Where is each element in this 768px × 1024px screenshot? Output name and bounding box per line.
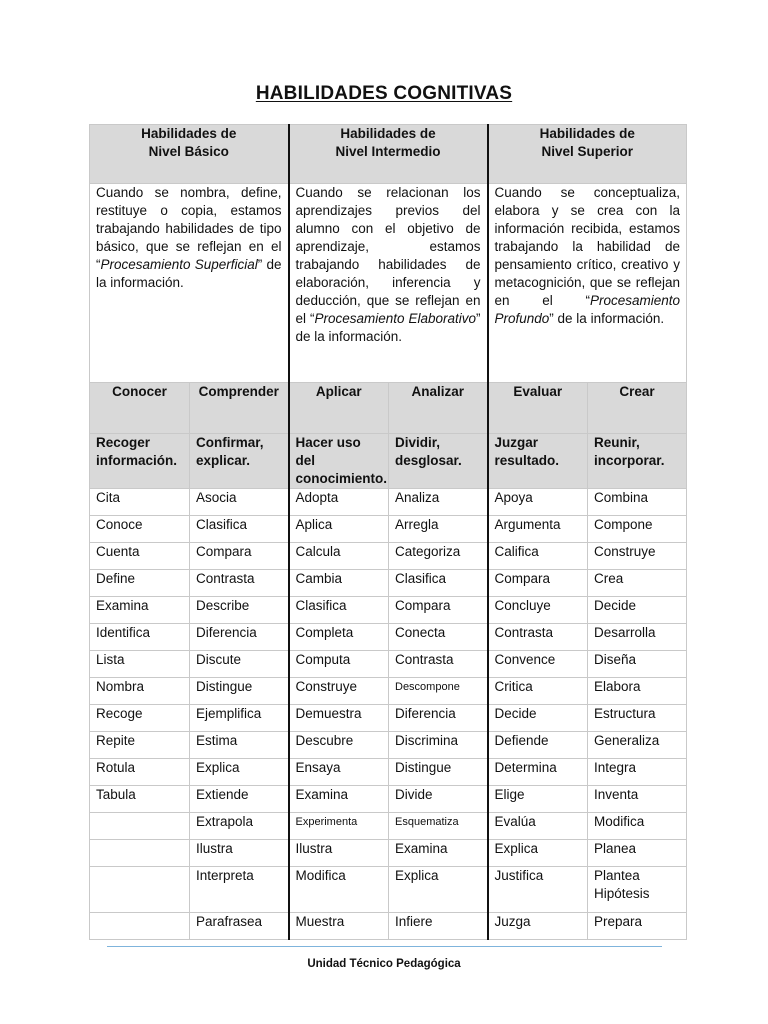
footer-text: Unidad Técnico Pedagógica xyxy=(307,958,461,970)
verb-cell: Diferencia xyxy=(190,624,289,651)
verb-cell: Juzga xyxy=(488,913,588,940)
verb-cell xyxy=(90,867,190,913)
verb-cell: Rotula xyxy=(90,759,190,786)
verb-cell: Categoriza xyxy=(389,543,488,570)
verb-cell: Clasifica xyxy=(190,516,289,543)
verb-cell: Distingue xyxy=(389,759,488,786)
verb-cell: Diseña xyxy=(588,651,687,678)
verb-cell: Parafrasea xyxy=(190,913,289,940)
verb-cell: Nombra xyxy=(90,678,190,705)
verb-cell: Cita xyxy=(90,489,190,516)
verb-cell: Contrasta xyxy=(488,624,588,651)
verb-cell: Adopta xyxy=(289,489,389,516)
verb-cell: Modifica xyxy=(588,813,687,840)
verb-cell: Convence xyxy=(488,651,588,678)
verb-category-header: Conocer xyxy=(90,383,190,434)
description-text: Cuando se nombra, define, restituye o copia, estamos trabajando habilidades de tipo básico, que se reflejan en el “ xyxy=(96,185,282,272)
verb-cell: Compone xyxy=(588,516,687,543)
verb-cell: Plantea Hipótesis xyxy=(588,867,687,913)
verb-category-description: Reunir, incorporar. xyxy=(588,434,687,489)
description-text: Cuando se conceptualiza, elabora y se crea con la información recibida, estamos trabajando la habilidad de pensamiento crítico, creativo y metacognición, que se reflejan en el “ xyxy=(494,185,680,308)
level-header-line1: Habilidades de xyxy=(141,126,237,141)
verb-cell: Compara xyxy=(190,543,289,570)
verb-cell: Modifica xyxy=(289,867,389,913)
verb-cell: Crea xyxy=(588,570,687,597)
verb-cell: Identifica xyxy=(90,624,190,651)
verb-cell: Interpreta xyxy=(190,867,289,913)
verb-cell: Construye xyxy=(289,678,389,705)
verb-cell: Discute xyxy=(190,651,289,678)
verb-cell: Repite xyxy=(90,732,190,759)
verb-cell: Ilustra xyxy=(289,840,389,867)
verb-cell xyxy=(90,913,190,940)
verb-category-description: Recoger información. xyxy=(90,434,190,489)
verb-cell: Defiende xyxy=(488,732,588,759)
verb-cell: Prepara xyxy=(588,913,687,940)
verb-cell: Clasifica xyxy=(289,597,389,624)
verb-cell: Determina xyxy=(488,759,588,786)
level-header-line2: Nivel Superior xyxy=(541,144,634,159)
verb-cell: Extrapola xyxy=(190,813,289,840)
verb-cell: Demuestra xyxy=(289,705,389,732)
footer-divider xyxy=(107,946,662,947)
verb-cell: Contrasta xyxy=(389,651,488,678)
verb-cell: Elabora xyxy=(588,678,687,705)
verb-cell xyxy=(90,840,190,867)
verb-category-description: Juzgar resultado. xyxy=(488,434,588,489)
level-header-line2: Nivel Básico xyxy=(148,144,229,159)
verb-cell: Compara xyxy=(488,570,588,597)
description-text-end: ” de la información. xyxy=(549,311,665,326)
description-text: Cuando se relacionan los aprendizajes previos del alumno con el objetivo de aprendizaje, estamos trabajando habilidades de elaboración, inferencia y deducción, que se reflejan en el “ xyxy=(295,185,481,326)
verb-cell: Calcula xyxy=(289,543,389,570)
verb-category-description: Dividir, desglosar. xyxy=(389,434,488,489)
level-description xyxy=(488,184,687,383)
verb-cell: Infiere xyxy=(389,913,488,940)
verb-category-description: Confirmar, explicar. xyxy=(190,434,289,489)
verb-cell: Analiza xyxy=(389,489,488,516)
verb-cell: Evalúa xyxy=(488,813,588,840)
verb-cell: Generaliza xyxy=(588,732,687,759)
verb-cell: Critica xyxy=(488,678,588,705)
verb-cell: Concluye xyxy=(488,597,588,624)
verb-cell: Planea xyxy=(588,840,687,867)
verb-cell: Arregla xyxy=(389,516,488,543)
verb-cell: Inventa xyxy=(588,786,687,813)
verb-cell: Cuenta xyxy=(90,543,190,570)
verb-cell: Argumenta xyxy=(488,516,588,543)
verb-cell: Divide xyxy=(389,786,488,813)
verb-cell: Califica xyxy=(488,543,588,570)
level-header-line2: Nivel Intermedio xyxy=(335,144,441,159)
verb-cell: Construye xyxy=(588,543,687,570)
verb-category-description: Hacer uso del conocimiento. xyxy=(289,434,389,489)
verb-cell: Elige xyxy=(488,786,588,813)
verb-cell: Distingue xyxy=(190,678,289,705)
verb-cell: Examina xyxy=(90,597,190,624)
verb-cell: Lista xyxy=(90,651,190,678)
description-emphasis: Procesamiento Superficial xyxy=(100,257,258,272)
verb-cell: Examina xyxy=(289,786,389,813)
verb-cell: Justifica xyxy=(488,867,588,913)
verb-cell: Estima xyxy=(190,732,289,759)
verb-cell: Explica xyxy=(389,867,488,913)
verb-cell: Conecta xyxy=(389,624,488,651)
verb-cell: Ejemplifica xyxy=(190,705,289,732)
verb-cell: Ilustra xyxy=(190,840,289,867)
verb-cell: Apoya xyxy=(488,489,588,516)
level-header-line1: Habilidades de xyxy=(340,126,436,141)
verb-cell xyxy=(90,813,190,840)
level-description xyxy=(90,184,289,383)
verb-category-header: Aplicar xyxy=(289,383,389,434)
level-header xyxy=(289,125,488,184)
verb-cell: Conoce xyxy=(90,516,190,543)
level-description xyxy=(289,184,488,383)
verb-cell: Descompone xyxy=(389,678,488,705)
verb-cell: Diferencia xyxy=(389,705,488,732)
verb-cell: Contrasta xyxy=(190,570,289,597)
verb-cell: Discrimina xyxy=(389,732,488,759)
verb-cell: Tabula xyxy=(90,786,190,813)
verb-cell: Clasifica xyxy=(389,570,488,597)
level-header-line1: Habilidades de xyxy=(539,126,635,141)
verb-category-header: Crear xyxy=(588,383,687,434)
verb-cell: Describe xyxy=(190,597,289,624)
description-text-end: ” de la información. xyxy=(96,257,282,290)
verb-cell: Define xyxy=(90,570,190,597)
verb-cell: Completa xyxy=(289,624,389,651)
verb-category-header: Analizar xyxy=(389,383,488,434)
verb-cell: Integra xyxy=(588,759,687,786)
verb-cell: Desarrolla xyxy=(588,624,687,651)
verb-cell: Ensaya xyxy=(289,759,389,786)
description-emphasis: Procesamiento Elaborativo xyxy=(314,311,476,326)
verb-cell: Explica xyxy=(190,759,289,786)
verb-cell: Combina xyxy=(588,489,687,516)
verb-cell: Descubre xyxy=(289,732,389,759)
verb-cell: Decide xyxy=(488,705,588,732)
verb-cell: Compara xyxy=(389,597,488,624)
verb-category-header: Evaluar xyxy=(488,383,588,434)
level-header xyxy=(90,125,289,184)
verb-cell: Examina xyxy=(389,840,488,867)
verb-cell: Recoge xyxy=(90,705,190,732)
description-emphasis: Procesamiento Profundo xyxy=(494,293,680,326)
verb-category-header: Comprender xyxy=(190,383,289,434)
verb-cell: Esquematiza xyxy=(389,813,488,840)
level-header xyxy=(488,125,687,184)
verb-cell: Decide xyxy=(588,597,687,624)
description-text-end: ” de la información. xyxy=(295,311,481,344)
verb-cell: Experimenta xyxy=(289,813,389,840)
verb-cell: Cambia xyxy=(289,570,389,597)
cognitive-skills-table xyxy=(89,124,687,940)
verb-cell: Extiende xyxy=(190,786,289,813)
verb-cell: Muestra xyxy=(289,913,389,940)
verb-cell: Asocia xyxy=(190,489,289,516)
verb-cell: Computa xyxy=(289,651,389,678)
page-title: HABILIDADES COGNITIVAS xyxy=(255,83,513,104)
verb-cell: Estructura xyxy=(588,705,687,732)
verb-cell: Aplica xyxy=(289,516,389,543)
verb-cell: Explica xyxy=(488,840,588,867)
